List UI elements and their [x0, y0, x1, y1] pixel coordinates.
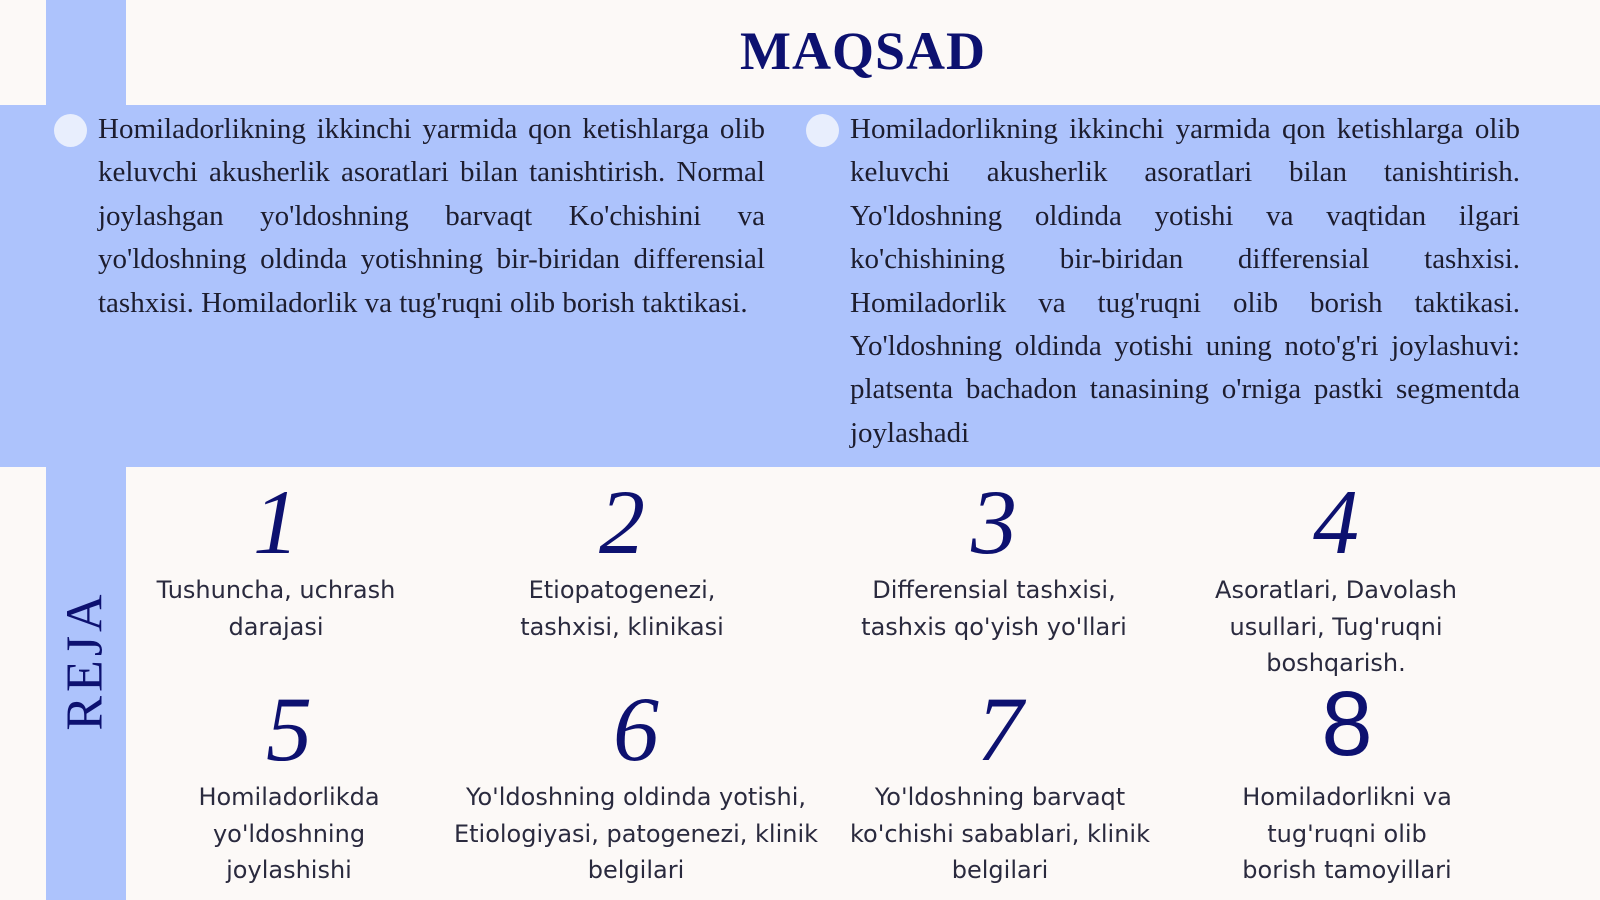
plan-text: Tushuncha, uchrash darajasi: [156, 576, 396, 641]
plan-number: 6: [613, 678, 659, 780]
plan-text: Yo'ldoshning oldinda yotishi, Etiologiyasi, patogenezi, klinik belgilari: [453, 783, 819, 884]
plan-number: 1: [253, 471, 299, 573]
plan-text: Differensial tashxisi, tashxis qo'yish yo'llari: [861, 576, 1127, 641]
bullet-circle-icon: [54, 114, 87, 147]
plan-text: Etiopatogenezi, tashxisi, klinikasi: [520, 576, 724, 641]
plan-item-3: [829, 471, 1159, 645]
page-title: MAQSAD: [740, 21, 986, 81]
plan-item-5: [124, 678, 454, 889]
bullet-circle-icon: [806, 114, 839, 147]
plan-item-6: [436, 678, 836, 889]
goal-text-1: Homiladorlikning ikkinchi yarmida qon ketishlarga olib keluvchi akusherlik asoratlari bilan tanishtirish. Normal joylashgan yo'ldoshning barvaqt Ko'chishini va yo'ldoshning oldinda yotishning bir-biridan differensial tashxisi. Homiladorlik va tug'ruqni olib borish taktikasi.: [98, 113, 765, 319]
plan-item-4: [1171, 471, 1501, 682]
plan-number: 7: [977, 678, 1023, 780]
plan-item-8: [1182, 671, 1512, 889]
plan-text: Yo'ldoshning barvaqt ko'chishi sabablari, klinik belgilari: [850, 783, 1150, 884]
plan-item-7: [835, 678, 1165, 889]
plan-item-1: [111, 471, 441, 645]
plan-number: 4: [1313, 471, 1359, 573]
plan-text: Homiladorlikda yo'ldoshning joylashishi: [198, 783, 380, 884]
plan-text: Asoratlari, Davolash usullari, Tug'ruqni boshqarish.: [1215, 576, 1457, 677]
plan-number: 2: [599, 471, 645, 573]
plan-item-2: [457, 471, 787, 645]
plan-number: 8: [1321, 673, 1373, 775]
plan-number: 3: [971, 471, 1017, 573]
goal-text-2: Homiladorlikning ikkinchi yarmida qon ketishlarga olib keluvchi akusherlik asoratlari bilan tanishtirish. Yo'ldoshning oldinda yotishi va vaqtidan ilgari ko'chishining bir-biridan differensial tashxisi. Homiladorlik va tug'ruqni olib borish taktikasi. Yo'ldoshning oldinda yotishi uning noto'g'ri joylashuvi: platsenta bachadon tanasining o'rniga pastki segmentda joylashadi: [850, 113, 1520, 449]
plan-number: 5: [266, 678, 312, 780]
side-label-text: REJA: [56, 589, 114, 731]
plan-text: Homiladorlikni va tug'ruqni olib borish tamoyillari: [1242, 783, 1452, 884]
